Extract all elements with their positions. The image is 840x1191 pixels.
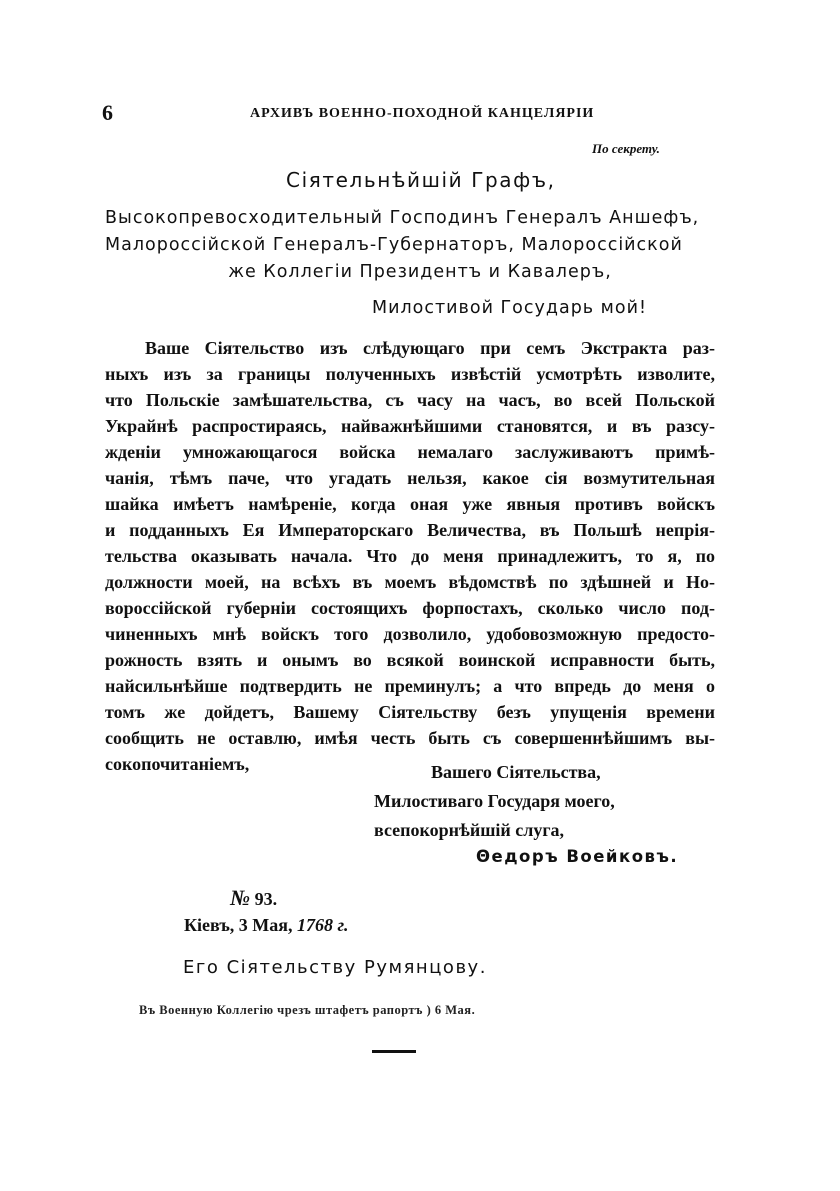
closing-line: Милостиваго Государя моего,: [374, 791, 615, 811]
recipient-titles: [105, 205, 735, 286]
salutation: Сіятельнѣйшій Графъ,: [286, 168, 556, 192]
body-line: шайка имѣетъ намѣреніе, когда оная уже явныя противъ войскъ: [105, 494, 715, 514]
document-number: [230, 885, 277, 911]
running-head: АРХИВЪ ВОЕННО-ПОХОДНОЙ КАНЦЕЛЯРІИ: [250, 106, 595, 121]
place-date: [184, 915, 348, 936]
letter-body: [105, 335, 715, 777]
body-line: Украйнѣ распростираясь, найважнѣйшими становятся, и въ разсу-: [105, 416, 715, 436]
addressee: Его Сіятельству Румянцову.: [183, 957, 487, 978]
body-line: чанія, тѣмъ паче, что угадать нельзя, какое сія возмутительная: [105, 468, 715, 488]
body-line: найсильнѣйше подтвердить не преминулъ; а что впредь до меня о: [105, 676, 715, 696]
signature: Θедоръ Воейковъ.: [476, 847, 679, 866]
body-line: вороссійской губерніи состоящихъ форпостахъ, сколько число под-: [105, 598, 715, 618]
body-line: должности моей, на всѣхъ въ моемъ вѣдомствѣ по здѣшней и Но-: [105, 572, 715, 592]
body-line: что Польскіе замѣшательства, съ часу на часъ, во всей Польской: [105, 390, 715, 410]
closing-line: всепокорнѣйшій слуга,: [374, 820, 565, 840]
closing: [374, 758, 615, 845]
end-rule: [372, 1050, 416, 1053]
body-line: тельства оказывать начала. Что до меня принадлежитъ, то я, по: [105, 546, 715, 566]
title-line: Малороссійской Генералъ-Губернаторъ, Малороссійской: [105, 235, 683, 255]
body-line: ныхъ изъ за границы полученныхъ извѣстій усмотрѣть изволите,: [105, 364, 715, 384]
page-number: 6: [102, 100, 113, 125]
title-line: Высокопревосходительный Господинъ Генералъ Аншефъ,: [105, 208, 700, 228]
body-line: Ваше Сіятельство изъ слѣдующаго при семъ Экстракта раз-: [145, 338, 715, 358]
place-and-day: Кіевъ, 3 Мая,: [184, 915, 293, 935]
number-sign: №: [230, 885, 251, 910]
body-line: и подданныхъ Ея Императорскагo Величества, въ Польшѣ непрія-: [105, 520, 715, 540]
footnote: Въ Военную Коллегію чрезъ штафетъ рапортъ ) 6 Мая.: [139, 1003, 476, 1017]
closing-line: Вашего Сіятельства,: [431, 762, 601, 782]
year: 1768 г.: [297, 915, 349, 935]
body-line: рожность взять и онымъ во всякой воинской исправности быть,: [105, 650, 715, 670]
secret-note: По секрету.: [592, 141, 660, 156]
body-line: чиненныхъ мнѣ войскъ того дозволило, удобовозможную предосто-: [105, 624, 715, 644]
body-line: сокопочитаніемъ,: [105, 754, 250, 774]
number-value: 93.: [254, 889, 278, 909]
body-line: жденіи умножающагося войска немалаго заслуживаютъ примѣ-: [105, 442, 715, 462]
title-line: же Коллегіи Президентъ и Кавалеръ,: [228, 262, 612, 282]
body-line: томъ же дойдетъ, Вашему Сіятельству безъ упущенія времени: [105, 702, 715, 722]
body-line: сообщить не оставлю, имѣя честь быть съ совершеннѣйшимъ вы-: [105, 728, 715, 748]
address-line: Милостивой Государь мой!: [372, 298, 647, 318]
